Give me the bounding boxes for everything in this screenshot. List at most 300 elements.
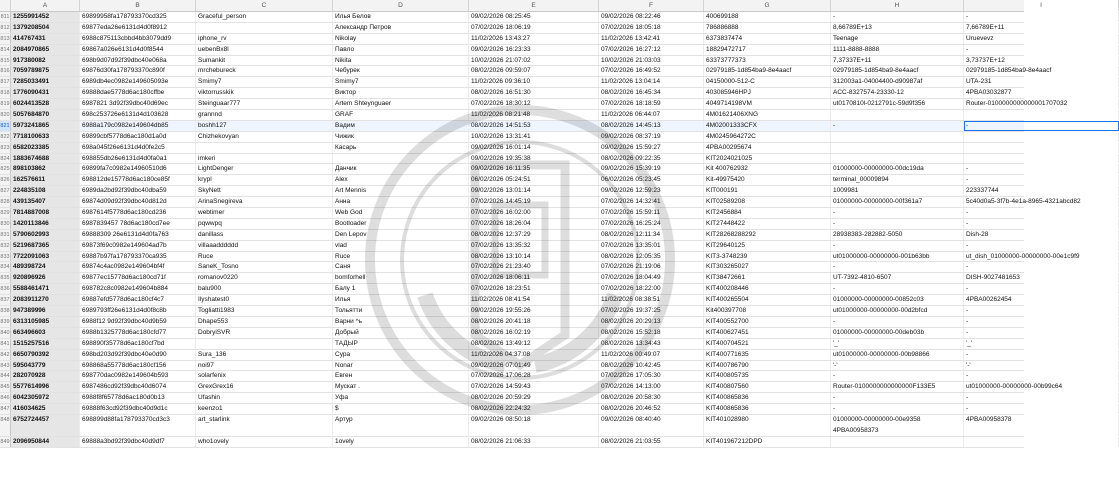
cell-h[interactable]: 312003a1-04004400-d90987af [831, 77, 964, 87]
cell-a[interactable]: 1776090431 [11, 88, 80, 98]
cell-b[interactable]: 69873f69c0982e149604ad7b [80, 241, 196, 251]
column-header-e[interactable]: E [469, 0, 599, 11]
cell-a[interactable]: 162576611 [11, 175, 80, 185]
cell-h[interactable]: terminal_00009894 [831, 175, 964, 185]
cell-h[interactable]: 01000000-00000000-00deb03b [831, 328, 964, 338]
cell-b[interactable]: 698812de15778d6ac180ce85f [80, 175, 196, 185]
cell-c[interactable]: Dhape553 [196, 317, 333, 327]
cell-e[interactable]: 09/02/2026 16:11:35 [469, 164, 599, 174]
cell-f[interactable]: 07/02/2026 21:19:06 [599, 262, 704, 272]
cell-g[interactable]: 18829472717 [704, 45, 831, 55]
cell-f[interactable]: 08/02/2026 14:45:13 [599, 121, 704, 131]
cell-b[interactable]: 6988a179c0982e149604db85 [80, 121, 196, 131]
cell-d[interactable]: Тольятти [333, 306, 469, 316]
cell-e[interactable]: 08/02/2026 20:41:18 [469, 317, 599, 327]
cell-f[interactable]: 11/02/2026 13:42:41 [599, 34, 704, 44]
cell-g[interactable]: KIT400865836 [704, 393, 831, 403]
cell-b[interactable]: 69888f63cd92f39dbc40d9d1c [80, 404, 196, 414]
cell-h[interactable]: - [831, 371, 964, 381]
cell-d[interactable]: GRAF [333, 110, 469, 120]
cell-f[interactable]: 08/02/2026 10:42:45 [599, 361, 704, 371]
cell-i[interactable] [964, 437, 1119, 447]
cell-i[interactable]: - [964, 306, 1119, 316]
cell-f[interactable]: 07/02/2026 16:49:52 [599, 66, 704, 76]
cell-g[interactable]: KIT2456884 [704, 208, 831, 218]
cell-e[interactable]: 08/02/2026 14:51:53 [469, 121, 599, 131]
cell-e[interactable]: 09/02/2026 16:01:14 [469, 143, 599, 153]
cell-c[interactable]: Togliatti1983 [196, 306, 333, 316]
cell-f[interactable]: 07/02/2026 15:59:11 [599, 208, 704, 218]
cell-b[interactable]: 69899cbf5778d6ac180d1a0d [80, 132, 196, 142]
cell-d[interactable]: Павло [333, 45, 469, 55]
cell-e[interactable]: 09/02/2026 19:35:38 [469, 154, 599, 164]
cell-h[interactable]: 02979185-1d854ba9-8e4aacf [831, 66, 964, 76]
cell-b[interactable]: 69888a3bd92f39dbc40d9df7 [80, 437, 196, 447]
cell-a[interactable]: 947389996 [11, 306, 80, 316]
cell-g[interactable]: KIT27448422 [704, 219, 831, 229]
cell-e[interactable]: 08/02/2026 16:02:19 [469, 328, 599, 338]
cell-g[interactable]: 6373837474 [704, 34, 831, 44]
cell-g[interactable]: Kit 400762932 [704, 164, 831, 174]
cell-h[interactable]: ut0170810l-0212791c-59d9f356 [831, 99, 964, 109]
cell-f[interactable]: 08/02/2026 20:58:30 [599, 393, 704, 403]
cell-h[interactable]: '-' [831, 361, 964, 371]
cell-i[interactable]: - [964, 393, 1119, 403]
cell-e[interactable]: 11/02/2026 08:21:48 [469, 110, 599, 120]
column-header-i[interactable]: I [964, 0, 1119, 11]
cell-f[interactable]: 11/02/2026 06:44:07 [599, 110, 704, 120]
cell-i[interactable]: Router-0100000000000001707032 [964, 99, 1119, 109]
cell-a[interactable]: 414767431 [11, 34, 80, 44]
cell-f[interactable]: 07/02/2026 14:13:00 [599, 382, 704, 392]
row-number[interactable]: 826 [0, 177, 10, 184]
cell-f[interactable]: 09/02/2026 08:40:40 [599, 415, 704, 436]
cell-e[interactable]: 10/02/2026 13:31:41 [469, 132, 599, 142]
cell-d[interactable]: Nonar [333, 361, 469, 371]
cell-a[interactable]: 224835108 [11, 186, 80, 196]
cell-i[interactable]: - [964, 121, 1119, 131]
cell-e[interactable]: 08/02/2026 16:51:30 [469, 88, 599, 98]
cell-g[interactable]: 400699188 [704, 12, 831, 22]
cell-a[interactable]: 5973241865 [11, 121, 80, 131]
cell-f[interactable]: 11/02/2026 13:04:14 [599, 77, 704, 87]
cell-b[interactable]: 698890f35778d6ac180cf7bd [80, 339, 196, 349]
cell-c[interactable]: romanov0220 [196, 273, 333, 283]
cell-e[interactable]: 08/02/2026 21:06:33 [469, 437, 599, 447]
cell-e[interactable]: 07/02/2026 18:26:04 [469, 219, 599, 229]
cell-f[interactable]: 08/02/2026 20:46:52 [599, 404, 704, 414]
cell-c[interactable] [196, 23, 333, 33]
cell-c[interactable]: Steinguaar777 [196, 99, 333, 109]
cell-i[interactable] [964, 154, 1119, 164]
cell-f[interactable]: 08/02/2026 20:29:13 [599, 317, 704, 327]
cell-a[interactable]: 2084970865 [11, 45, 80, 55]
cell-i[interactable]: '_' [964, 339, 1119, 349]
cell-c[interactable]: solarfenix [196, 371, 333, 381]
cell-a[interactable]: 489398724 [11, 262, 80, 272]
cell-a[interactable]: 5219687365 [11, 241, 80, 251]
row-number[interactable]: 847 [0, 406, 10, 413]
cell-d[interactable]: Илья [333, 295, 469, 305]
cell-f[interactable]: 07/02/2026 18:04:49 [599, 273, 704, 283]
cell-f[interactable]: 07/02/2026 19:37:25 [599, 306, 704, 316]
cell-g[interactable]: 02979185-1d854ba9-8e4aacf [704, 66, 831, 76]
cell-c[interactable]: Ufashin [196, 393, 333, 403]
cell-i[interactable]: ut_dish_01000000-00000000-00e1c9f9 [964, 252, 1119, 262]
cell-d[interactable]: Сура [333, 350, 469, 360]
cell-c[interactable]: Ruce [196, 252, 333, 262]
cell-h[interactable]: ut01000000-00000000-001b63bb [831, 252, 964, 262]
row-number[interactable]: 821 [0, 122, 10, 129]
cell-i[interactable]: DISH-9027481653 [964, 273, 1119, 283]
cell-d[interactable]: Nikolay [333, 34, 469, 44]
row-number[interactable]: 814 [0, 46, 10, 53]
cell-a[interactable]: 6752724457 [11, 415, 80, 436]
cell-a[interactable]: 1379208504 [11, 23, 80, 33]
cell-b[interactable]: 69874d09d92f39dbc40d812d [80, 197, 196, 207]
cell-c[interactable]: iphone_rv [196, 34, 333, 44]
select-all-corner[interactable] [0, 0, 11, 11]
cell-b[interactable]: 6987821 3d92f39dbc40d69ec [80, 99, 196, 109]
cell-f[interactable]: 07/02/2026 17:05:30 [599, 371, 704, 381]
cell-i[interactable] [964, 110, 1119, 120]
cell-i[interactable]: 5c40d0a5-3f7b-4e1a-8965-4321abcd82 [964, 197, 1119, 207]
cell-b[interactable]: 69888309 26e6131d4d0fa763 [80, 230, 196, 240]
cell-f[interactable]: 09/02/2026 15:59:27 [599, 143, 704, 153]
cell-g[interactable]: KIT400552700 [704, 317, 831, 327]
row-number[interactable]: 849 [0, 438, 10, 445]
column-header-h[interactable]: H [831, 0, 964, 11]
cell-d[interactable]: Artem Shteynguaer [333, 99, 469, 109]
cell-d[interactable]: Балу 1 [333, 284, 469, 294]
cell-h[interactable]: ACC-8327574-23330-12 [831, 88, 964, 98]
cell-b[interactable]: 6987614f5778d6ac180cd236 [80, 208, 196, 218]
cell-i[interactable]: ut01000000-00000000-00b99c64 [964, 382, 1119, 392]
cell-e[interactable]: 07/02/2026 18:23:51 [469, 284, 599, 294]
cell-d[interactable]: Nikita [333, 56, 469, 66]
cell-h[interactable] [831, 143, 964, 153]
cell-b[interactable]: 69888dae5778d6ac180cffbe [80, 88, 196, 98]
cell-e[interactable]: 07/02/2026 18:30:12 [469, 99, 599, 109]
cell-i[interactable]: 223337744 [964, 186, 1119, 196]
row-number[interactable]: 829 [0, 210, 10, 217]
cell-d[interactable]: Чебурек [333, 66, 469, 76]
cell-b[interactable]: 698a045f26e6131d4d0fe2c5 [80, 143, 196, 153]
cell-b[interactable]: 6988f8f65778d6ac180d0b13 [80, 393, 196, 403]
cell-b[interactable]: 698770dac0982e149604b593 [80, 371, 196, 381]
row-number[interactable]: 817 [0, 79, 10, 86]
cell-f[interactable]: 08/02/2026 15:52:18 [599, 328, 704, 338]
row-number[interactable]: 839 [0, 318, 10, 325]
row-number[interactable]: 846 [0, 395, 10, 402]
cell-i[interactable]: 3,73737E+12 [964, 56, 1119, 66]
cell-i[interactable]: - [964, 219, 1119, 229]
cell-d[interactable]: Ruce [333, 252, 469, 262]
cell-h[interactable]: - [831, 219, 964, 229]
cell-h[interactable]: '_' [831, 339, 964, 349]
cell-f[interactable]: 07/02/2026 13:35:01 [599, 241, 704, 251]
cell-d[interactable]: Саня [333, 262, 469, 272]
cell-e[interactable]: 09/02/2026 07:01:49 [469, 361, 599, 371]
cell-g[interactable]: KIT000191 [704, 186, 831, 196]
cell-i[interactable]: - [964, 12, 1119, 22]
cell-a[interactable]: 416034625 [11, 404, 80, 414]
cell-d[interactable]: Вадим [333, 121, 469, 131]
cell-d[interactable]: Александр Петров [333, 23, 469, 33]
row-number[interactable]: 836 [0, 286, 10, 293]
row-number[interactable]: 848 [0, 415, 11, 436]
cell-b[interactable]: 6987486cd92f39dbc40d6074 [80, 382, 196, 392]
cell-g[interactable]: 04150000-512-C [704, 77, 831, 87]
cell-g[interactable]: KIT2024021025 [704, 154, 831, 164]
cell-i[interactable]: UTA-231 [964, 77, 1119, 87]
cell-g[interactable]: 403085946HPJ [704, 88, 831, 98]
cell-d[interactable] [333, 154, 469, 164]
cell-g[interactable]: KIT400786790 [704, 361, 831, 371]
cell-d[interactable]: Евген [333, 371, 469, 381]
cell-f[interactable]: 09/02/2026 12:59:23 [599, 186, 704, 196]
cell-a[interactable]: 6582023385 [11, 143, 80, 153]
row-number[interactable]: 827 [0, 188, 10, 195]
cell-b[interactable]: 69876d30fa178793370c890f [80, 66, 196, 76]
cell-a[interactable]: 595043779 [11, 361, 80, 371]
cell-e[interactable]: 09/02/2026 19:55:26 [469, 306, 599, 316]
cell-f[interactable]: 08/02/2026 13:34:43 [599, 339, 704, 349]
cell-a[interactable]: 6313105985 [11, 317, 80, 327]
cell-h[interactable]: - [831, 12, 964, 22]
cell-c[interactable]: Sumankit [196, 56, 333, 66]
cell-h[interactable]: 01000000-00000000-00852c03 [831, 295, 964, 305]
cell-a[interactable]: 5588461471 [11, 284, 80, 294]
cell-a[interactable]: 6650790392 [11, 350, 80, 360]
row-number[interactable]: 828 [0, 199, 10, 206]
cell-a[interactable]: 7285033491 [11, 77, 80, 87]
cell-c[interactable]: LightDenger [196, 164, 333, 174]
row-number[interactable]: 844 [0, 373, 10, 380]
cell-e[interactable]: 07/02/2026 16:02:00 [469, 208, 599, 218]
cell-c[interactable]: Ilyshatest0 [196, 295, 333, 305]
cell-c[interactable]: pqwwpq [196, 219, 333, 229]
cell-e[interactable]: 08/02/2026 13:10:14 [469, 252, 599, 262]
cell-b[interactable]: 69899fa7c0982e14960510d6 [80, 164, 196, 174]
cell-a[interactable]: 6024413528 [11, 99, 80, 109]
cell-c[interactable]: Chizhekovyan [196, 132, 333, 142]
row-number[interactable]: 834 [0, 264, 10, 271]
cell-c[interactable]: webtimer [196, 208, 333, 218]
cell-g[interactable]: KIT400627451 [704, 328, 831, 338]
cell-h[interactable]: - [831, 393, 964, 403]
cell-d[interactable]: Анна [333, 197, 469, 207]
cell-d[interactable]: Чижик [333, 132, 469, 142]
cell-a[interactable]: 5057684870 [11, 110, 80, 120]
cell-c[interactable]: ArinaSnegireva [196, 197, 333, 207]
cell-e[interactable]: 11/02/2026 09:36:10 [469, 77, 599, 87]
cell-g[interactable]: KIT29640125 [704, 241, 831, 251]
cell-a[interactable]: 5577614996 [11, 382, 80, 392]
row-number[interactable]: 835 [0, 275, 10, 282]
cell-i[interactable]: 4PBA00262454 [964, 295, 1119, 305]
row-number[interactable]: 840 [0, 329, 10, 336]
cell-g[interactable]: KIT28268288292 [704, 230, 831, 240]
row-number[interactable]: 832 [0, 242, 10, 249]
cell-a[interactable]: 1255991452 [11, 12, 80, 22]
cell-a[interactable]: 6042305972 [11, 393, 80, 403]
cell-h[interactable]: 1111-8888-8888 [831, 45, 964, 55]
cell-i[interactable]: - [964, 404, 1119, 414]
cell-c[interactable]: SkyNett [196, 186, 333, 196]
cell-h[interactable]: - [831, 317, 964, 327]
cell-e[interactable]: 09/02/2026 08:25:45 [469, 12, 599, 22]
cell-g[interactable]: KIT400807560 [704, 382, 831, 392]
cell-d[interactable]: Smimy7 [333, 77, 469, 87]
cell-c[interactable]: GrexGrex16 [196, 382, 333, 392]
cell-e[interactable]: 10/02/2026 21:07:02 [469, 56, 599, 66]
cell-d[interactable]: ТАДЫР [333, 339, 469, 349]
row-number[interactable]: 813 [0, 35, 10, 42]
cell-d[interactable]: Касарь [333, 143, 469, 153]
cell-a[interactable]: 7722091063 [11, 252, 80, 262]
cell-g[interactable]: KIT02589208 [704, 197, 831, 207]
cell-b[interactable]: 698855db26e6131d4d0fa0a1 [80, 154, 196, 164]
cell-e[interactable]: 07/02/2026 13:35:32 [469, 241, 599, 251]
cell-b[interactable]: 69877ec15778d6ac180cd71f [80, 273, 196, 283]
cell-i[interactable]: - [964, 284, 1119, 294]
row-number[interactable]: 845 [0, 384, 10, 391]
cell-e[interactable]: 11/02/2026 13:43:27 [469, 34, 599, 44]
cell-h[interactable] [831, 154, 964, 164]
column-header-f[interactable]: F [599, 0, 704, 11]
cell-d[interactable]: Варни ^ь [333, 317, 469, 327]
cell-b[interactable]: 698899d88fa178793370cd3c3 [80, 415, 196, 436]
row-number[interactable]: 830 [0, 220, 10, 227]
cell-c[interactable]: Smimy7 [196, 77, 333, 87]
cell-f[interactable]: 06/02/2026 05:23:45 [599, 175, 704, 185]
cell-c[interactable]: art_starlink [196, 415, 333, 436]
cell-h[interactable]: - [831, 262, 964, 272]
cell-c[interactable]: viktorrusskik [196, 88, 333, 98]
cell-b[interactable]: 6988b1325778d6ac180cfd77 [80, 328, 196, 338]
cell-i[interactable]: Uruevevz [964, 34, 1119, 44]
cell-h[interactable]: 8,66789E+13 [831, 23, 964, 33]
row-number[interactable]: 824 [0, 155, 10, 162]
cell-d[interactable]: Добрый [333, 328, 469, 338]
cell-g[interactable]: 4049714198VM [704, 99, 831, 109]
cell-h[interactable]: 28938383-282882-5050 [831, 230, 964, 240]
cell-i[interactable]: - [964, 45, 1119, 55]
cell-e[interactable]: 07/02/2026 18:06:19 [469, 23, 599, 33]
cell-e[interactable]: 11/02/2026 08:41:54 [469, 295, 599, 305]
cell-e[interactable]: 08/02/2026 13:49:12 [469, 339, 599, 349]
cell-f[interactable]: 07/02/2026 18:22:00 [599, 284, 704, 294]
cell-h[interactable] [831, 437, 964, 447]
cell-e[interactable]: 09/02/2026 16:23:33 [469, 45, 599, 55]
cell-d[interactable]: Art Mennis [333, 186, 469, 196]
cell-c[interactable]: keenzo1 [196, 404, 333, 414]
cell-b[interactable]: 698782c8c0982e149604b884 [80, 284, 196, 294]
cell-d[interactable]: Данчик [333, 164, 469, 174]
cell-h[interactable] [831, 132, 964, 142]
cell-g[interactable]: KIT3-3748239 [704, 252, 831, 262]
cell-h[interactable]: - [831, 284, 964, 294]
cell-b[interactable]: 69874c4ac0982e149604bf4f [80, 262, 196, 272]
cell-b[interactable]: 69867a026e6131d4d0f8544 [80, 45, 196, 55]
cell-b[interactable]: 69899958fa178793370cd325 [80, 12, 196, 22]
cell-e[interactable]: 08/02/2026 20:59:29 [469, 393, 599, 403]
cell-i[interactable]: 7,66789E+11 [964, 23, 1119, 33]
cell-h[interactable]: 7,37337E+11 [831, 56, 964, 66]
cell-c[interactable] [196, 339, 333, 349]
column-header-c[interactable]: C [196, 0, 333, 11]
cell-h[interactable]: UT-7392-4810-6507 [831, 273, 964, 283]
row-number[interactable]: 812 [0, 24, 10, 31]
cell-g[interactable]: KIT38472661 [704, 273, 831, 283]
cell-d[interactable]: vlad [333, 241, 469, 251]
cell-g[interactable]: 4M02001333CFX [704, 121, 831, 131]
cell-h[interactable]: Teenage [831, 34, 964, 44]
cell-c[interactable]: Graceful_person [196, 12, 333, 22]
cell-f[interactable]: 09/02/2026 08:22:46 [599, 12, 704, 22]
cell-d[interactable]: Den Lepov [333, 230, 469, 240]
cell-f[interactable]: 07/02/2026 16:25:24 [599, 219, 704, 229]
cell-d[interactable]: Alex [333, 175, 469, 185]
cell-d[interactable]: 1ovely [333, 437, 469, 447]
cell-c[interactable]: noi97 [196, 361, 333, 371]
cell-b[interactable]: 6989db4ec0982e149605093e [80, 77, 196, 87]
cell-c[interactable]: who1ovely [196, 437, 333, 447]
row-number[interactable]: 818 [0, 90, 10, 97]
cell-h[interactable]: 01000000-00000000-00dc19da [831, 164, 964, 174]
cell-h[interactable]: - [831, 208, 964, 218]
cell-e[interactable]: 07/02/2026 14:59:43 [469, 382, 599, 392]
cell-i[interactable]: - [964, 317, 1119, 327]
cell-g[interactable]: KIT400805735 [704, 371, 831, 381]
cell-a[interactable]: 7718100633 [11, 132, 80, 142]
cell-a[interactable]: 920896926 [11, 273, 80, 283]
cell-f[interactable]: 07/02/2026 14:32:41 [599, 197, 704, 207]
cell-g[interactable]: 4PBA00295674 [704, 143, 831, 153]
cell-f[interactable]: 10/02/2026 21:03:03 [599, 56, 704, 66]
cell-i[interactable]: - [964, 241, 1119, 251]
cell-d[interactable]: Илья Белов [333, 12, 469, 22]
cell-e[interactable]: 07/02/2026 17:06:28 [469, 371, 599, 381]
cell-f[interactable]: 08/02/2026 12:05:35 [599, 252, 704, 262]
cell-a[interactable]: 7814887008 [11, 208, 80, 218]
row-number[interactable]: 842 [0, 351, 10, 358]
cell-f[interactable]: 08/02/2026 21:03:55 [599, 437, 704, 447]
cell-h[interactable]: 1009981 [831, 186, 964, 196]
cell-c[interactable]: imkeri [196, 154, 333, 164]
cell-h[interactable]: - [831, 241, 964, 251]
row-number[interactable]: 833 [0, 253, 10, 260]
cell-f[interactable]: 07/02/2026 18:05:18 [599, 23, 704, 33]
cell-f[interactable]: 09/02/2026 15:39:19 [599, 164, 704, 174]
cell-h[interactable]: ut01000000-00000000-00b98866 [831, 350, 964, 360]
cell-e[interactable]: 07/02/2026 21:23:40 [469, 262, 599, 272]
cell-c[interactable]: SaneK_Tosno [196, 262, 333, 272]
cell-g[interactable]: 63373777373 [704, 56, 831, 66]
cell-d[interactable]: bomforhell [333, 273, 469, 283]
column-header-b[interactable]: B [80, 0, 196, 11]
cell-h[interactable]: Router-0100000000000000F133E5 [831, 382, 964, 392]
cell-f[interactable]: 11/02/2026 08:38:51 [599, 295, 704, 305]
row-number[interactable]: 819 [0, 101, 10, 108]
cell-i[interactable]: - [964, 350, 1119, 360]
cell-d[interactable]: Уфа [333, 393, 469, 403]
cell-c[interactable]: villaaadddddd [196, 241, 333, 251]
cell-c[interactable] [196, 143, 333, 153]
row-number[interactable]: 843 [0, 362, 10, 369]
cell-a[interactable]: 898103862 [11, 164, 80, 174]
